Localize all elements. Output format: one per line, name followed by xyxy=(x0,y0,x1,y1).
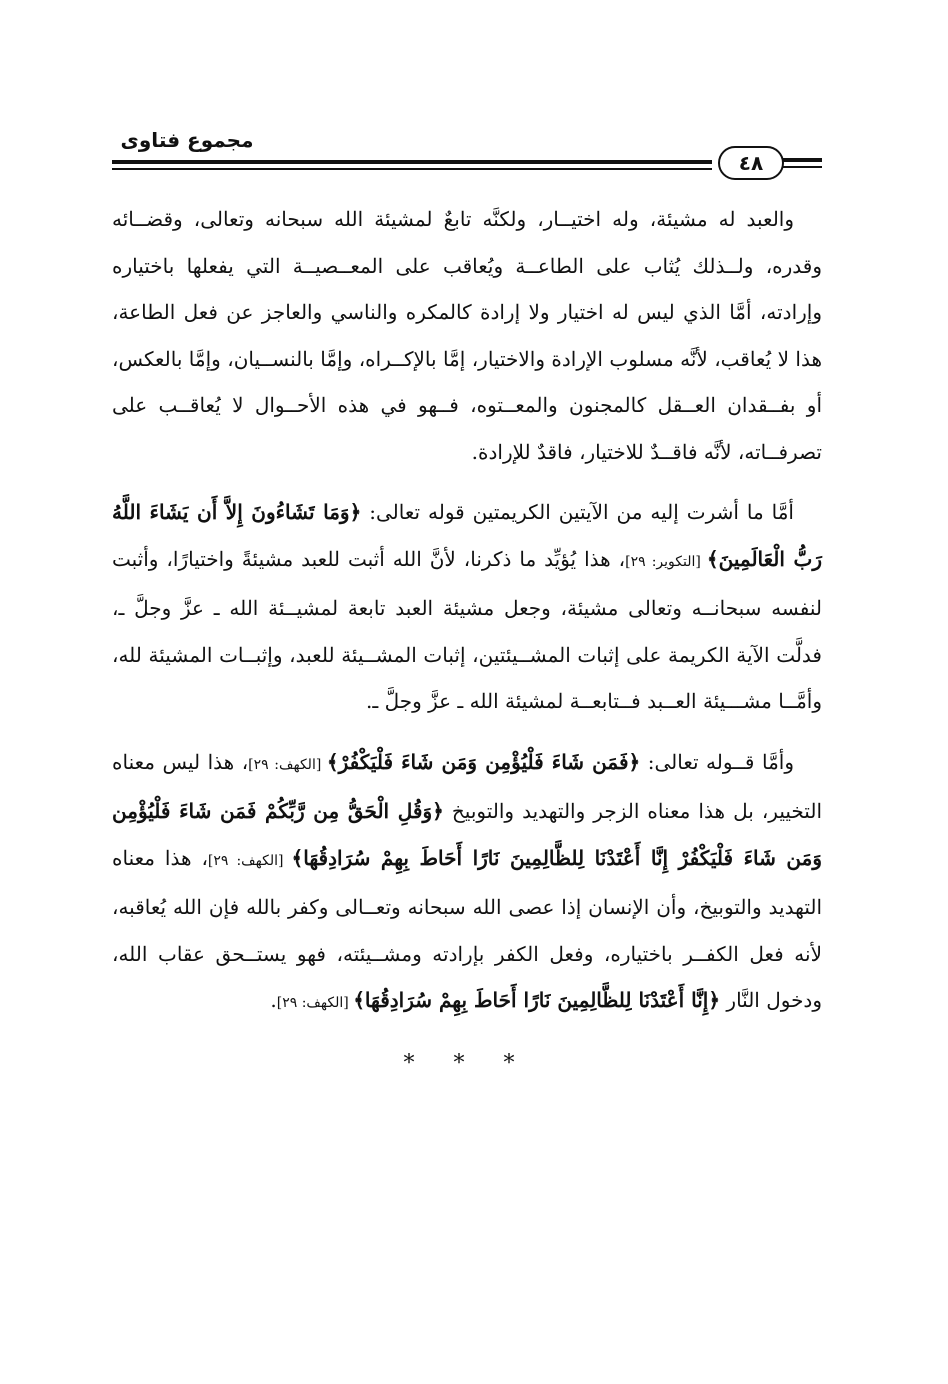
header-rule-thick xyxy=(112,160,712,164)
verse-citation: [الكهف: ٢٩] xyxy=(276,995,354,1011)
page-number-rule-thick xyxy=(780,158,822,162)
verse-citation: [الكهف: ٢٩] xyxy=(207,852,292,869)
running-header-title: مجموع فتاوى xyxy=(120,128,254,152)
section-separator: * * * xyxy=(403,1050,531,1076)
paragraph-text: ، هذا ليس معناه التخيير، بل هذا معناه الزجر والتهديد والتوبيخ xyxy=(112,749,822,823)
paragraph-3 xyxy=(112,739,822,1027)
page-body xyxy=(112,196,822,1087)
paragraph-1 xyxy=(112,196,822,475)
paragraph-text: ، هذا يُؤيِّد ما ذكرنا، لأنَّ الله أثبت للعبد مشيئةً واختيارًا، وأثبت لنفسه سبحانــه وتعالى مشيئة، وجعل مشيئة العبد تابعة لمشيــئة الله ـ عزَّ وجلَّ ـ، فدلَّت الآية الكريمة على إثبات المشــيئتين، إثبات المشــيئة للعبد، وإثبــات المشيئة لله، وأمَّــا مشـــيئة العــبد فــتابعــة لمشيئة الله ـ عزَّ وجلَّ ـ. xyxy=(112,546,822,713)
quran-verse: ﴿إِنَّا أَعْتَدْنَا لِلظَّالِمِينَ نَارًا أَحَاطَ بِهِمْ سُرَادِقُهَا﴾ xyxy=(353,988,721,1012)
page-number-rule-thin xyxy=(780,166,822,168)
paragraph-text: والعبد له مشيئة، وله اختيــار، ولكنَّه تابعٌ لمشيئة الله سبحانه وتعالى، وقضــائه وقدره، ولــذلك يُثاب على الطاعــة ويُعاقب على المعــصيــة التي يفعلها باختياره وإرادته، أمَّا الذي ليس له اختيار ولا إرادة كالمكره والناسي والعاجز عن فعل الطاعة، هذا لا يُعاقب، لأنَّه مسلوب الإرادة والاختيار، إمَّا بالإكــراه، وإمَّا بالنســيان، وإمَّا بالعكس، أو بفــقدان العــقل كالمجنون والمعــتوه، فــهو في هذه الأحــوال لا يُعاقــب على تصرفــاته، لأنَّه فاقــدٌ للاختيار، فاقدٌ للإرادة. xyxy=(112,207,822,464)
paragraph-text: ، هذا معناه التهديد والتوبيخ، وأن الإنسان إذا عصى الله سبحانه وتعــالى وكفر بالله فإن الله يُعاقبه، لأنه فعل الكفــر باختياره، وفعل الكفر بإرادته ومشــيئته، فهو يستــحق عقاب الله، ودخول النَّار xyxy=(112,845,822,1012)
quran-verse: ﴿فَمَن شَاءَ فَلْيُؤْمِن وَمَن شَاءَ فَلْيَكْفُرْ﴾ xyxy=(326,749,641,774)
page-number: ٤٨ xyxy=(718,146,784,180)
paragraph-text: . xyxy=(270,988,277,1012)
paragraph-text: أمَّا ما أشرت إليه من الآيتين الكريمتين قوله تعالى: xyxy=(361,500,794,524)
paragraph-2 xyxy=(112,489,822,725)
verse-citation: [التكوير: ٢٩] xyxy=(625,553,707,570)
verse-citation: [الكهف: ٢٩] xyxy=(248,756,327,773)
quran-verse: ﴿وَمَا تَشَاءُونَ إِلاَّ أَن يَشَاءَ اللَّهُ رَبُّ الْعَالَمِينَ﴾ xyxy=(112,500,822,571)
quran-verse: ﴿وَقُلِ الْحَقُّ مِن رَّبِّكُمْ فَمَن شَاءَ فَلْيُؤْمِن وَمَن شَاءَ فَلْيَكْفُرْ إِنَّا أَعْتَدْنَا لِلظَّالِمِينَ نَارًا أَحَاطَ بِهِمْ سُرَادِقُهَا﴾ xyxy=(112,799,822,870)
header-rule-thin xyxy=(112,168,712,170)
paragraph-text: وأمَّا قــوله تعالى: xyxy=(640,749,794,774)
